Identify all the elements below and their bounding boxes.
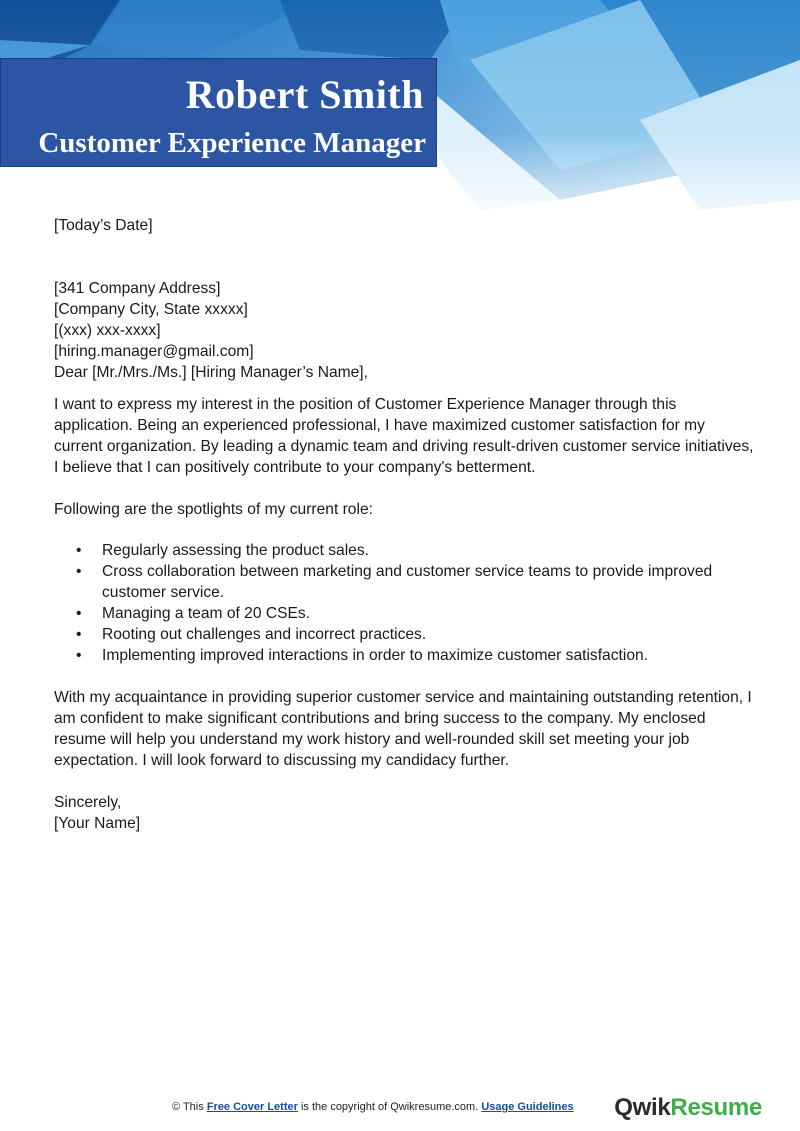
bullet-icon: • [76,626,82,643]
applicant-name: Robert Smith [185,72,424,117]
list-item-text: Cross collaboration between marketing and customer service teams to provide improved customer service. [102,563,713,601]
letter-date: [Today’s Date] [54,217,153,234]
job-title: Customer Experience Manager [38,127,426,159]
logo-part-qwik: Qwik [614,1094,671,1121]
free-cover-letter-link[interactable]: Free Cover Letter [206,1101,298,1113]
list-item-text: Implementing improved interactions in order to maximize customer satisfaction. [102,647,649,664]
sign-off [54,792,754,834]
copyright-footer [172,1101,574,1113]
cover-letter-body [54,215,754,834]
name-banner [0,58,437,167]
recipient-address [54,278,754,362]
list-item-text: Rooting out challenges and incorrect practices. [102,626,427,643]
bullet-icon: • [76,542,82,559]
address-line: [341 Company Address] [54,280,221,297]
list-item-text: Regularly assessing the product sales. [102,542,369,559]
logo-part-resume: Resume [670,1094,762,1121]
list-item [54,624,754,645]
signature-name: [Your Name] [54,815,141,832]
intro-paragraph: I want to express my interest in the position of Customer Experience Manager through this application. Being an experienced professional, I have maximized customer satisfaction for my current organization. By leading a dynamic team and driving result-driven customer service initiatives, I believe that I can positively contribute to your company's betterment. [54,396,754,476]
spotlight-list [54,540,754,666]
spotlight-intro: Following are the spotlights of my current role: [54,501,373,518]
address-line: [hiring.manager@gmail.com] [54,343,254,360]
footer-prefix: © This [172,1101,204,1113]
footer-middle: is the copyright of Qwikresume.com. [300,1101,479,1113]
closing-paragraph: With my acquaintance in providing superior customer service and maintaining outstanding retention, I am confident to make significant contributions and bring success to the company. My enclosed resume will help you understand my work history and well-rounded skill set meeting your job expectation. I will look forward to discussing my candidacy further. [54,689,752,769]
bullet-icon: • [76,647,82,664]
usage-guidelines-link[interactable]: Usage Guidelines [481,1101,574,1113]
salutation: Dear [Mr./Mrs./Ms.] [Hiring Manager’s Name], [54,364,368,381]
bullet-icon: • [76,605,82,622]
bullet-icon: • [76,563,82,580]
address-line: [(xxx) xxx-xxxx] [54,322,161,339]
list-item [54,540,754,561]
list-item-text: Managing a team of 20 CSEs. [102,605,311,622]
list-item [54,561,754,603]
qwikresume-logo[interactable] [614,1094,762,1122]
address-line: [Company City, State xxxxx] [54,301,248,318]
list-item [54,645,754,666]
closing-word: Sincerely, [54,794,122,811]
list-item [54,603,754,624]
